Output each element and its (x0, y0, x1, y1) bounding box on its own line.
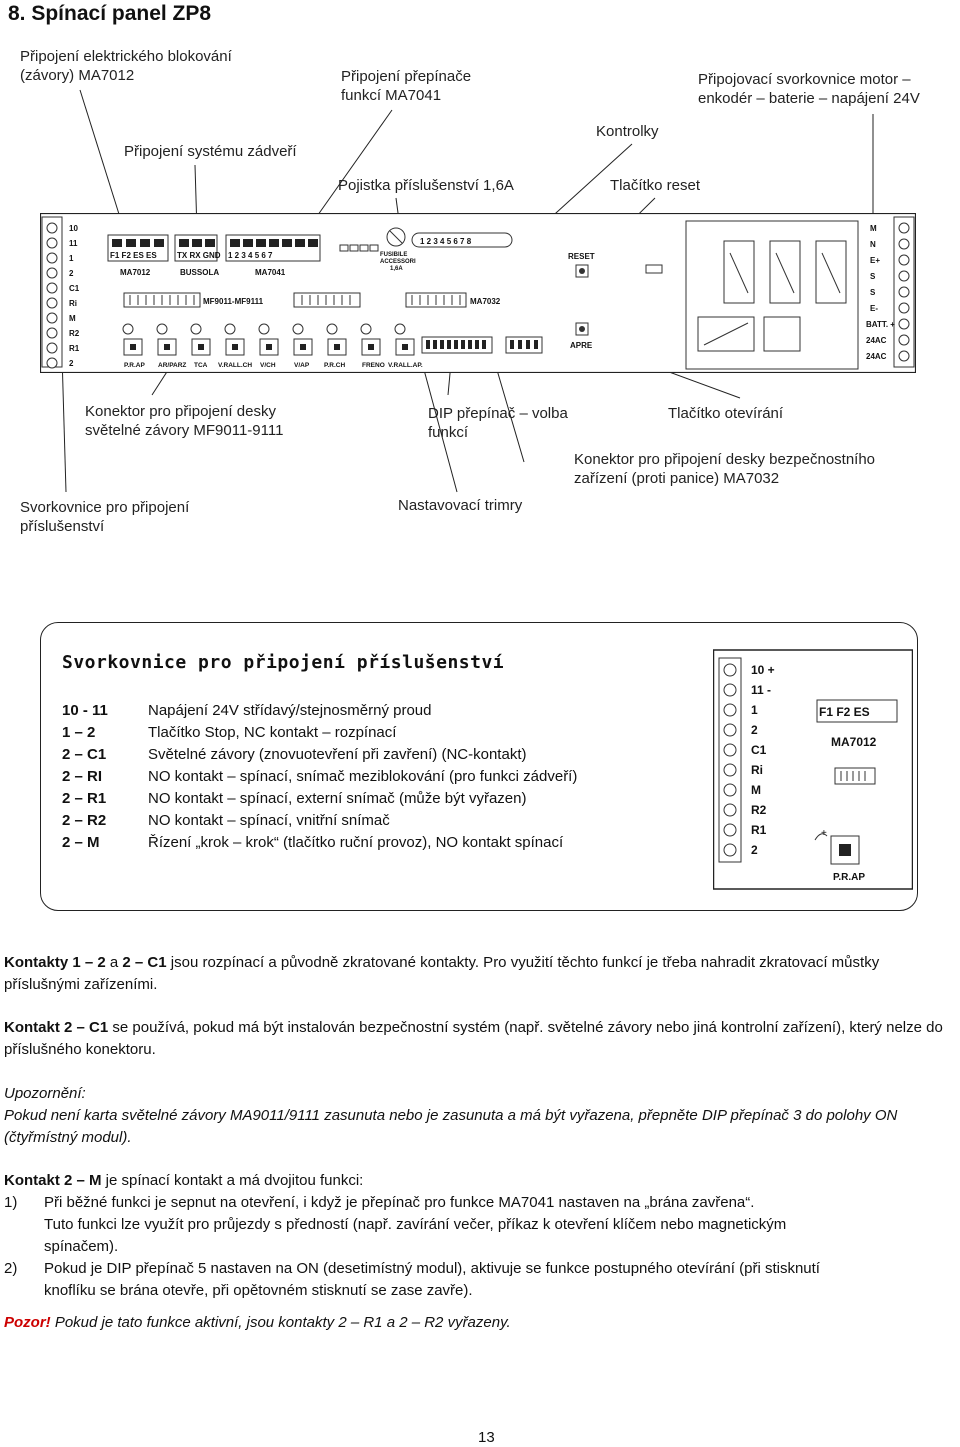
board-right-terminal: BATT. + (866, 320, 895, 329)
terminal-detail-diagram (713, 640, 913, 890)
detail-terminal: 11 - (751, 683, 772, 697)
board-apre-label: APRE (570, 341, 593, 350)
board-left-terminal: 10 (69, 224, 78, 233)
label-terminal-motor: Připojovací svorkovnice motor – enkodér – baterie – napájení 24V (698, 71, 920, 107)
board-right-terminal: E+ (870, 256, 881, 265)
label-open-button: Tlačítko otevírání (668, 405, 784, 422)
control-board-diagram (40, 213, 916, 373)
board-photocell-label: MF9011-MF9111 (203, 297, 264, 306)
board-trimmer-label: AR/PARZ (158, 362, 187, 369)
label-trimmers: Nastavovací trimry (398, 497, 523, 514)
terminal-desc: Tlačítko Stop, NC kontakt – rozpínací (148, 724, 397, 741)
board-left-terminal: R2 (69, 329, 80, 338)
board-fuse-label: 1,6A (390, 266, 403, 272)
board-left-terminal: 11 (69, 239, 78, 248)
detail-terminal: C1 (751, 743, 767, 757)
page-number: 13 (478, 1429, 495, 1446)
detail-header: F1 F2 ES (819, 705, 870, 719)
board-trimmer-label: FRENO (362, 362, 385, 369)
label-accessory-terminal: Svorkovnice pro připojení příslušenství (20, 499, 190, 535)
board-left-terminal: Ri (69, 299, 77, 308)
board-left-terminal: 2 (69, 359, 74, 368)
board-header-label: 1 2 3 4 5 6 7 (228, 251, 273, 260)
page-title: 8. Spínací panel ZP8 (8, 2, 212, 25)
board-right-terminal: S (870, 272, 876, 281)
board-reset-label: RESET (568, 252, 595, 261)
warning-label: Pozor! (4, 1314, 51, 1331)
note-body: Pokud není karta světelné závory MA9011/9111 zasunuta nebo je zasunuta a má být vyřazena, přepněte DIP přepínač 3 do polohy ON (čtyřmístný modul). (4, 1107, 898, 1146)
board-left-terminal: R1 (69, 344, 80, 353)
board-left-terminal: 2 (69, 269, 74, 278)
warning-paragraph (4, 1312, 954, 1334)
detail-terminal: 2 (751, 723, 758, 737)
label-lamps: Kontrolky (596, 123, 659, 140)
box-title: Svorkovnice pro připojení příslušenství (62, 652, 505, 673)
detail-terminal: R2 (751, 803, 767, 817)
terminal-code: 2 – M (62, 834, 100, 851)
board-left-terminal: 1 (69, 254, 74, 263)
label-function-switch: Připojení přepínače funkcí MA7041 (341, 68, 472, 104)
warning-text: Pokud je tato funkce aktivní, jsou kontakty 2 – R1 a 2 – R2 vyřazeny. (50, 1314, 511, 1331)
board-right-terminal: M (870, 224, 877, 233)
board-fuse-label: ACCESSORI (380, 259, 416, 265)
board-header-label: TX RX GND (177, 251, 221, 260)
paragraph-contacts: Kontakty 1 – 2 a 2 – C1 jsou rozpínací a původně zkratované kontakty. Pro využití těchto funkcí je třeba nahradit zkratovací můstky příslušnými zařízeními. (4, 954, 880, 993)
board-right-terminal: E- (870, 304, 878, 313)
board-fuse-label: FUSIBILE (380, 252, 408, 258)
board-trimmer-label: P.R.AP (124, 362, 145, 369)
terminal-desc: NO kontakt – spínací, vnitřní snímač (148, 812, 390, 829)
board-trimmer-label: V/AP (294, 362, 310, 369)
board-trimmer-label: V.RALL.AP. (388, 362, 423, 369)
detail-terminal: 2 (751, 843, 758, 857)
label-lock-system: Připojení systému zádveří (124, 143, 297, 160)
terminal-desc: NO kontakt – spínací, snímač meziblokování (pro funkci zádveří) (148, 768, 578, 785)
label-photocell-connector: Konektor pro připojení desky světelné závory MF9011-9111 (85, 403, 284, 439)
terminal-code: 2 – R2 (62, 812, 107, 829)
board-right-terminal: N (870, 240, 876, 249)
board-trimmer-label: V/CH (260, 362, 276, 369)
terminal-desc: Světelné závory (znovuotevření při zavření) (NC-kontakt) (148, 746, 527, 763)
list-item: 2) Pokud je DIP přepínač 5 nastaven na ON (desetimístný modul), aktivuje se funkce postupného otevírání (při stisknutí knoflíku se brána otevře, při opětovném stisknutí se zase zavře). (4, 1260, 820, 1299)
list-item: 1) Při běžné funkci je sepnut na otevření, i když je přepínač pro funkce MA7041 nastaven na „brána zavřena“. Tuto funkci lze využít pro průjezdy s předností (např. zavírání večer, příkaz k otevření klíčem nebo magnetickým spínačem). (4, 1194, 787, 1255)
note-heading: Upozornění: (4, 1085, 86, 1102)
terminal-code: 2 – RI (62, 768, 103, 785)
board-right-terminal: 24AC (866, 352, 887, 361)
paragraph-contact-m: Kontakt 2 – M je spínací kontakt a má dvojitou funkci: (4, 1172, 364, 1189)
detail-terminal: 10 + (751, 663, 775, 677)
board-left-terminal: C1 (69, 284, 80, 293)
board-safety-label: MA7032 (470, 297, 501, 306)
terminal-code: 10 - 11 (62, 702, 108, 719)
control-board-drawing (40, 213, 916, 373)
board-trimmer-label: P.R.CH (324, 362, 346, 369)
label-fuse: Pojistka příslušenství 1,6A (338, 177, 514, 194)
board-left-terminal: M (69, 314, 76, 323)
board-trimmer-label: TCA (194, 362, 208, 369)
terminal-code: 2 – R1 (62, 790, 107, 807)
label-safety-connector: Konektor pro připojení desky bezpečnostního zařízení (proti panice) MA7032 (574, 451, 876, 487)
label-interlock: Připojení elektrického blokování (závory) MA7012 (20, 48, 232, 84)
paragraph-contact-c1: Kontakt 2 – C1 se používá, pokud má být instalován bezpečnostní systém (např. světelné závory nebo jiná kontrolní zařízení), který nelze do příslušného konektoru. (4, 1019, 943, 1058)
detail-terminal: M (751, 783, 761, 797)
function-list (4, 1192, 954, 1302)
board-module-label: MA7012 (120, 268, 151, 277)
terminal-code: 2 – C1 (62, 746, 107, 763)
board-header-label: F1 F2 ES ES (110, 251, 157, 260)
board-right-terminal: S (870, 288, 876, 297)
label-reset-button: Tlačítko reset (610, 177, 701, 194)
board-trimmer-label: V.RALL.CH (218, 362, 253, 369)
terminal-code: 1 – 2 (62, 724, 96, 741)
terminal-detail-drawing (713, 640, 913, 890)
svg-text:+: + (821, 828, 827, 839)
terminal-desc: Řízení „krok – krok“ (tlačítko ruční provoz), NO kontakt spínací (148, 834, 564, 851)
detail-terminal: R1 (751, 823, 767, 837)
detail-module: MA7012 (831, 735, 877, 749)
detail-terminal: 1 (751, 703, 758, 717)
board-right-terminal: 24AC (866, 336, 887, 345)
board-module-label: MA7041 (255, 268, 286, 277)
label-dip-switch: DIP přepínač – volba funkcí (428, 405, 568, 441)
board-module-label: BUSSOLA (180, 268, 220, 277)
board-dip-numbers: 1 2 3 4 5 6 7 8 (420, 237, 472, 246)
terminal-desc: Napájení 24V střídavý/stejnosměrný proud (148, 702, 432, 719)
detail-terminal: Ri (751, 763, 763, 777)
terminal-desc: NO kontakt – spínací, externí snímač (může být vyřazen) (148, 790, 527, 807)
detail-trimmer: P.R.AP (833, 872, 866, 883)
